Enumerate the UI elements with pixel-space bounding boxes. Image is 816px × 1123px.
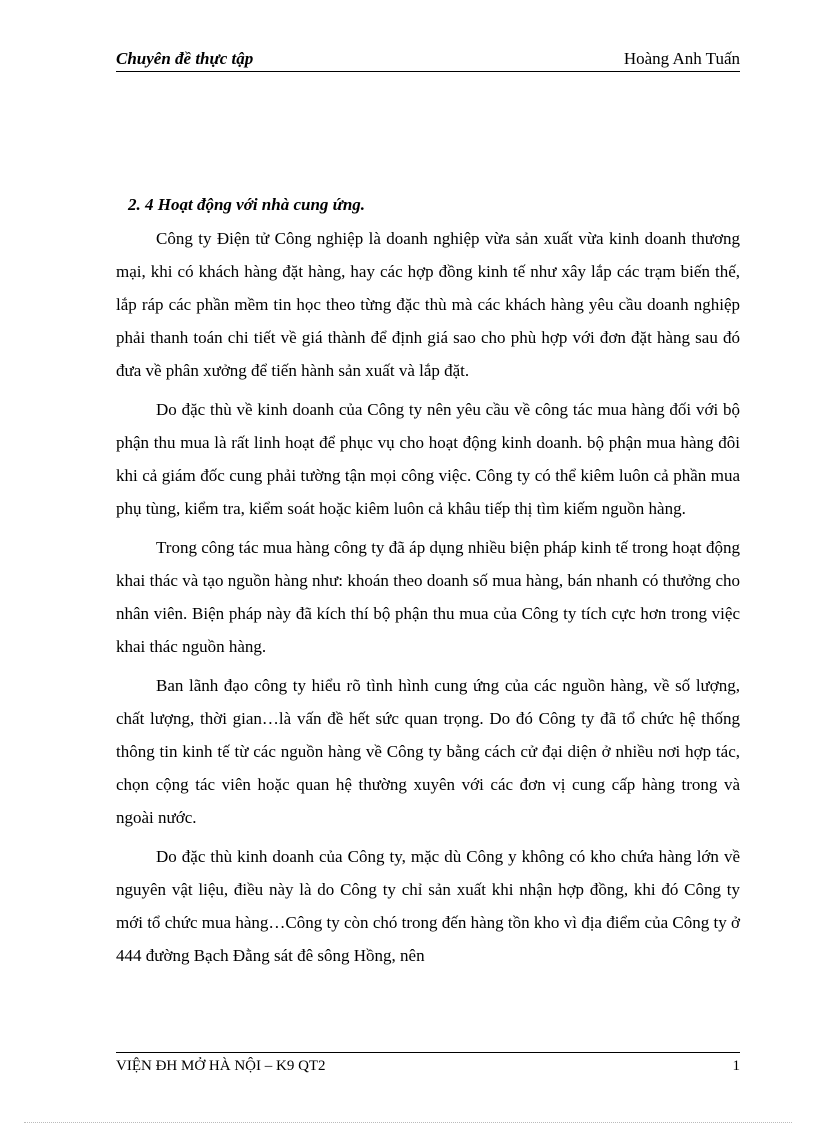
header-title: Chuyên đề thực tập [116, 49, 254, 68]
paragraph: Do đặc thù về kinh doanh của Công ty nên yêu cầu về công tác mua hàng đối với bộ phận thu mua là rất linh hoạt để phục vụ cho hoạt động kinh doanh. bộ phận mua hàng đôi khi cả giám đốc cung phải tường tận mọi công việc. Công ty có thể kiêm luôn cả phần mua phụ tùng, kiểm tra, kiểm soát hoặc kiêm luôn cả khâu tiếp thị tìm kiếm nguồn hàng. [116, 400, 740, 518]
paragraph: Công ty Điện tử Công nghiệp là doanh nghiệp vừa sản xuất vừa kinh doanh thương mại, khi có khách hàng đặt hàng, hay các hợp đồng kinh tế như xây lắp các trạm biến thế, lắp ráp các phần mềm tin học theo từng đặc thù mà các khách hàng yêu cầu doanh nghiệp phải thanh toán chi tiết về giá thành để định giá sao cho phù hợp với đơn đặt hàng sau đó đưa về phân xưởng để tiến hành sản xuất và lắp đặt. [116, 229, 740, 380]
header-rule [116, 71, 740, 72]
page-number: 1 [732, 1058, 740, 1074]
header-author: Hoàng Anh Tuấn [623, 49, 740, 68]
footer-rule [116, 1052, 740, 1053]
page-header [116, 46, 740, 72]
footer-institution: VIỆN ĐH MỞ HÀ NỘI – K9 QT2 [116, 1058, 326, 1074]
paragraph: Trong công tác mua hàng công ty đã áp dụng nhiều biện pháp kinh tế trong hoạt động khai thác và tạo nguồn hàng như: khoán theo doanh số mua hàng, bán nhanh có thưởng cho nhân viên. Biện pháp này đã kích thí bộ phận thu mua của Công ty tích cực hơn trong việc khai thác nguồn hàng. [116, 538, 740, 656]
document-body [116, 190, 740, 978]
section-heading: 2. 4 Hoạt động với nhà cung ứng. [128, 195, 366, 214]
page-footer [116, 1052, 740, 1082]
paragraph: Do đặc thù kinh doanh của Công ty, mặc dù Công y không có kho chứa hàng lớn về nguyên vật liệu, điều này là do Công ty chỉ sản xuất khi nhận hợp đồng, khi đó Công ty mới tổ chức mua hàng…Công ty còn chó trong đến hàng tồn kho vì địa điểm của Công ty ở 444 đường Bạch Đằng sát đê sông Hồng, nên [116, 847, 740, 965]
paragraph: Ban lãnh đạo công ty hiểu rõ tình hình cung ứng của các nguồn hàng, về số lượng, chất lượng, thời gian…là vấn đề hết sức quan trọng. Do đó Công ty đã tổ chức hệ thống thông tin kinh tế từ các nguồn hàng về Công ty bằng cách cử đại diện ở nhiều nơi hợp tác, chọn cộng tác viên hoặc quan hệ thường xuyên với các đơn vị cung cấp hàng trong và ngoài nước. [116, 676, 740, 827]
